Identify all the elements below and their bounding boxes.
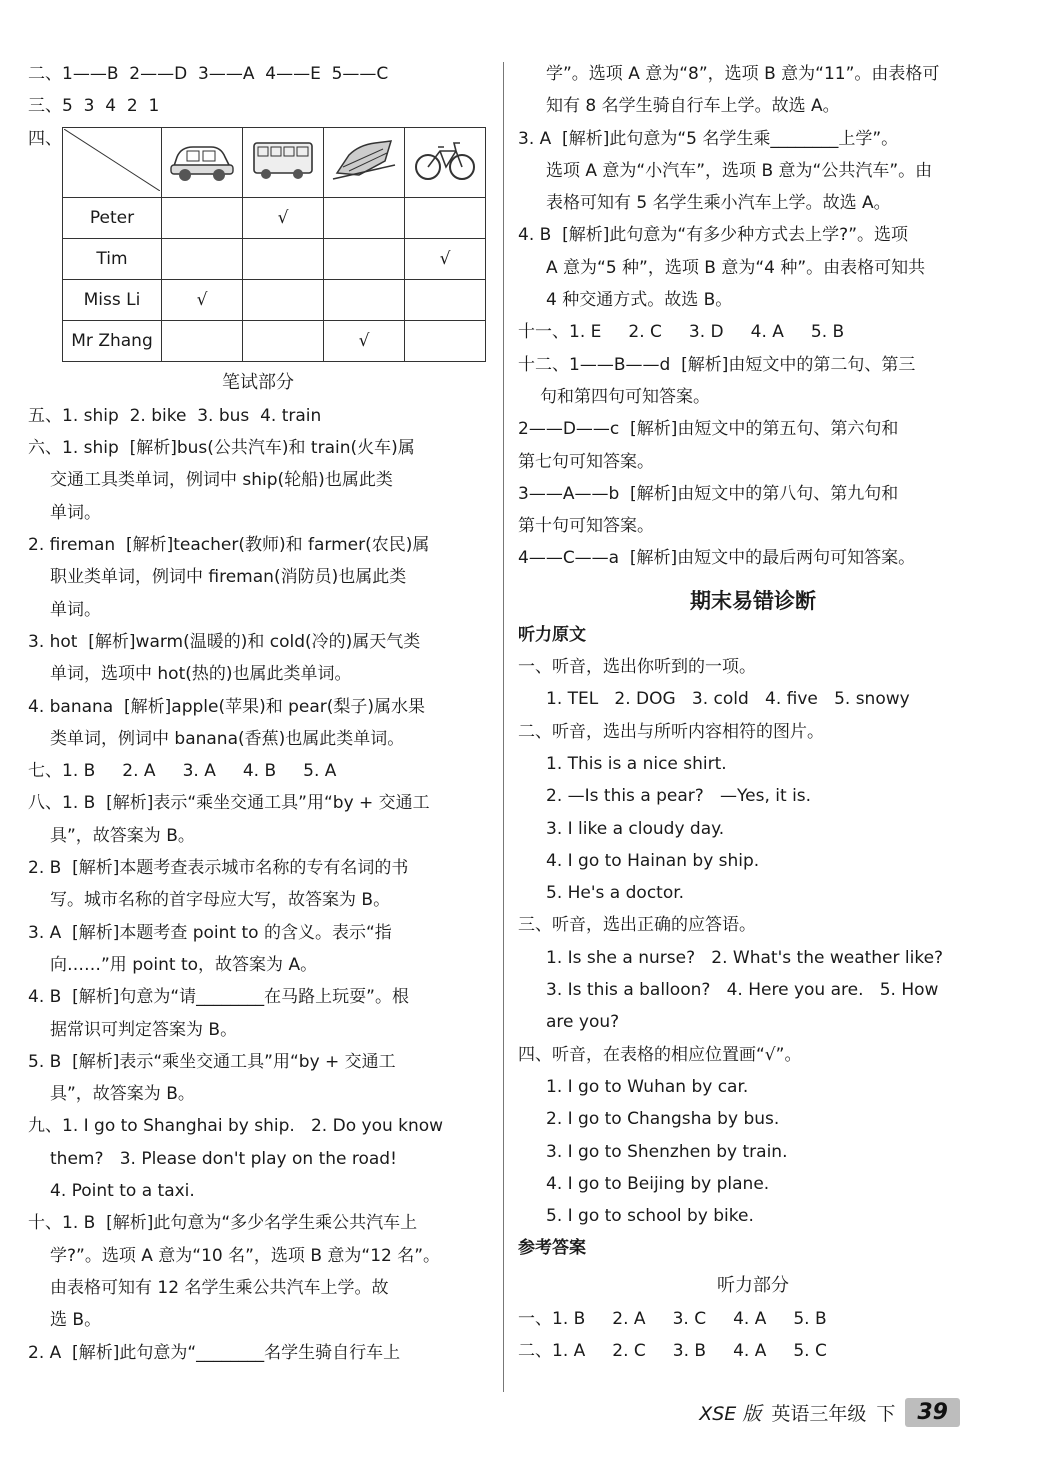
table-cell: [243, 320, 324, 361]
row-name: Mr Zhang: [63, 320, 162, 361]
answer-line: 2. B [解析]本题考查表示城市名称的专有名词的书: [28, 858, 409, 879]
answer-line: 4 种交通方式。故选 B。: [546, 290, 733, 311]
table-row: [63, 197, 486, 238]
answer-line: 知有 8 名学生骑自行车上学。故选 A。: [546, 96, 840, 117]
edition-label: XSE 版: [699, 1403, 762, 1425]
listening-line: 2. I go to Changsha by bus.: [546, 1109, 780, 1130]
table-cell: [324, 197, 405, 238]
table-row: [63, 279, 486, 320]
answer-line: 十一、1. E 2. C 3. D 4. A 5. B: [518, 322, 845, 343]
answer-line: 单词，选项中 hot(热的)也属此类单词。: [50, 664, 352, 685]
answer-line: 一、1. B 2. A 3. C 4. A 5. B: [518, 1308, 827, 1329]
term-label: 下: [876, 1403, 896, 1425]
right-column: [518, 58, 988, 1367]
answer-line: 三、5 3 4 2 1: [28, 96, 160, 117]
answer-line: 4. Point to a taxi.: [50, 1181, 195, 1202]
answer-line: 具”，故答案为 B。: [50, 825, 195, 846]
answer-line: 类单词，例词中 banana(香蕉)也属此类单词。: [50, 728, 405, 749]
answer-line: 十二、1——B——d [解析]由短文中的第二句、第三: [518, 354, 916, 375]
answer-line: 句和第四句可知答案。: [540, 386, 710, 407]
question-label: 四、: [28, 128, 62, 149]
page-footer: [699, 1398, 960, 1427]
answer-line: 3. A [解析]本题考查 point to 的含义。表示“指: [28, 922, 392, 943]
listening-part-title: 听力部分: [717, 1274, 789, 1296]
answers-title: 参考答案: [518, 1238, 586, 1259]
table-row: [63, 320, 486, 361]
answer-line: 向……”用 point to，故答案为 A。: [50, 954, 318, 975]
listening-line: 1. This is a nice shirt.: [546, 753, 727, 774]
listening-line: 1. TEL 2. DOG 3. cold 4. five 5. snowy: [546, 689, 910, 710]
answer-line: 学?”。选项 A 意为“10 名”，选项 B 意为“12 名”。: [50, 1245, 441, 1266]
answer-line: 十、1. B [解析]此句意为“多少名学生乘公共汽车上: [28, 1213, 418, 1234]
answer-line: 3. A [解析]此句意为“5 名学生乘________上学”。: [518, 128, 899, 149]
answer-line: 由表格可知有 12 名学生乘公共汽车上学。故: [50, 1277, 389, 1298]
answer-line: 5. B [解析]表示“乘坐交通工具”用“by + 交通工: [28, 1051, 396, 1072]
answer-line: 五、1. ship 2. bike 3. bus 4. train: [28, 405, 322, 426]
listening-text-title: 听力原文: [518, 624, 586, 645]
table-cell: [324, 279, 405, 320]
row-name: Tim: [63, 238, 162, 279]
page-number: 39: [905, 1398, 960, 1427]
table-cell: √: [405, 238, 486, 279]
answer-line: 二、1. A 2. C 3. B 4. A 5. C: [518, 1340, 827, 1361]
answer-line: them? 3. Please don't play on the road!: [50, 1148, 397, 1169]
answer-line: 表格可知有 5 名学生乘小汽车上学。故选 A。: [546, 193, 891, 214]
answer-line: 九、1. I go to Shanghai by ship. 2. Do you know: [28, 1116, 444, 1137]
listening-line: 3. I like a cloudy day.: [546, 818, 725, 839]
table-header-blank: [63, 127, 162, 197]
answer-line: 4——C——a [解析]由短文中的最后两句可知答案。: [518, 548, 916, 569]
listening-line: 一、听音，选出你听到的一项。: [518, 657, 756, 678]
listening-line: 1. I go to Wuhan by car.: [546, 1076, 749, 1097]
answer-line: 2. A [解析]此句意为“________名学生骑自行车上: [28, 1342, 401, 1363]
answer-line: 职业类单词，例词中 fireman(消防员)也属此类: [50, 567, 407, 588]
answer-line: 3——A——b [解析]由短文中的第八句、第九句和: [518, 483, 899, 504]
answer-line: 学”。选项 A 意为“8”，选项 B 意为“11”。由表格可: [546, 64, 940, 84]
table-cell: [162, 320, 243, 361]
bus-icon: [243, 127, 324, 197]
table-row: [63, 238, 486, 279]
table-cell: [405, 279, 486, 320]
answer-line: 二、1——B 2——D 3——A 4——E 5——C: [28, 64, 389, 84]
answer-line: 具”，故答案为 B。: [50, 1084, 195, 1105]
table-cell: [243, 279, 324, 320]
answer-line: 单词。: [50, 502, 101, 523]
answer-line: 4. banana [解析]apple(苹果)和 pear(梨子)属水果: [28, 696, 426, 717]
listening-line: 3. I go to Shenzhen by train.: [546, 1141, 788, 1162]
table-cell: [405, 320, 486, 361]
answer-line: 写。城市名称的首字母应大写，故答案为 B。: [50, 890, 391, 911]
answer-line: 七、1. B 2. A 3. A 4. B 5. A: [28, 761, 337, 782]
listening-line: 4. I go to Hainan by ship.: [546, 850, 760, 871]
listening-line: 3. Is this a balloon? 4. Here you are. 5. How: [546, 980, 939, 1001]
table-cell: [162, 238, 243, 279]
answer-line: 选项 A 意为“小汽车”，选项 B 意为“公共汽车”。由: [546, 160, 933, 181]
train-icon: [324, 127, 405, 197]
row-name: Peter: [63, 197, 162, 238]
table-cell: [405, 197, 486, 238]
bicycle-icon: [405, 127, 486, 197]
answer-line: 第七句可知答案。: [518, 451, 654, 472]
listening-line: 5. He's a doctor.: [546, 883, 685, 904]
table-cell: [324, 238, 405, 279]
listening-line: 三、听音，选出正确的应答语。: [518, 915, 756, 936]
answer-line: A 意为“5 种”，选项 B 意为“4 种”。由表格可知共: [546, 257, 926, 278]
listening-line: are you?: [546, 1012, 620, 1033]
answer-line: 2. fireman [解析]teacher(教师)和 farmer(农民)属: [28, 535, 430, 556]
answer-line: 3. hot [解析]warm(温暖的)和 cold(冷的)属天气类: [28, 631, 421, 652]
listening-line: 二、听音，选出与所听内容相符的图片。: [518, 721, 824, 742]
listening-line: 2. —Is this a pear? —Yes, it is.: [546, 786, 812, 807]
written-part-title: 笔试部分: [222, 371, 294, 393]
row-name: Miss Li: [63, 279, 162, 320]
listening-line: 1. Is she a nurse? 2. What's the weather like?: [546, 947, 944, 968]
answer-line: 单词。: [50, 599, 101, 620]
answer-line: 2——D——c [解析]由短文中的第五句、第六句和: [518, 419, 899, 440]
car-icon: [162, 127, 243, 197]
table-cell: √: [243, 197, 324, 238]
table-cell: √: [324, 320, 405, 361]
listening-line: 4. I go to Beijing by plane.: [546, 1173, 770, 1194]
listening-line: 5. I go to school by bike.: [546, 1206, 754, 1227]
table-cell: √: [162, 279, 243, 320]
answer-line: 六、1. ship [解析]bus(公共汽车)和 train(火车)属: [28, 438, 415, 459]
answer-line: 交通工具类单词，例词中 ship(轮船)也属此类: [50, 470, 393, 491]
subject-label: 英语三年级: [771, 1403, 867, 1425]
answer-line: 据常识可判定答案为 B。: [50, 1019, 238, 1040]
section-title: 期末易错诊断: [690, 588, 816, 613]
answer-line: 八、1. B [解析]表示“乘坐交通工具”用“by + 交通工: [28, 793, 430, 814]
listening-line: 四、听音，在表格的相应位置画“√”。: [518, 1044, 802, 1065]
answer-line: 选 B。: [50, 1310, 102, 1331]
left-column: [28, 58, 488, 1369]
answer-line: 第十句可知答案。: [518, 516, 654, 537]
column-divider: [503, 62, 504, 1392]
answer-line: 4. B [解析]句意为“请________在马路上玩耍”。根: [28, 987, 409, 1008]
table-cell: [243, 238, 324, 279]
table-cell: [162, 197, 243, 238]
transport-table: [62, 127, 486, 362]
answer-line: 4. B [解析]此句意为“有多少种方式去上学?”。选项: [518, 225, 908, 246]
